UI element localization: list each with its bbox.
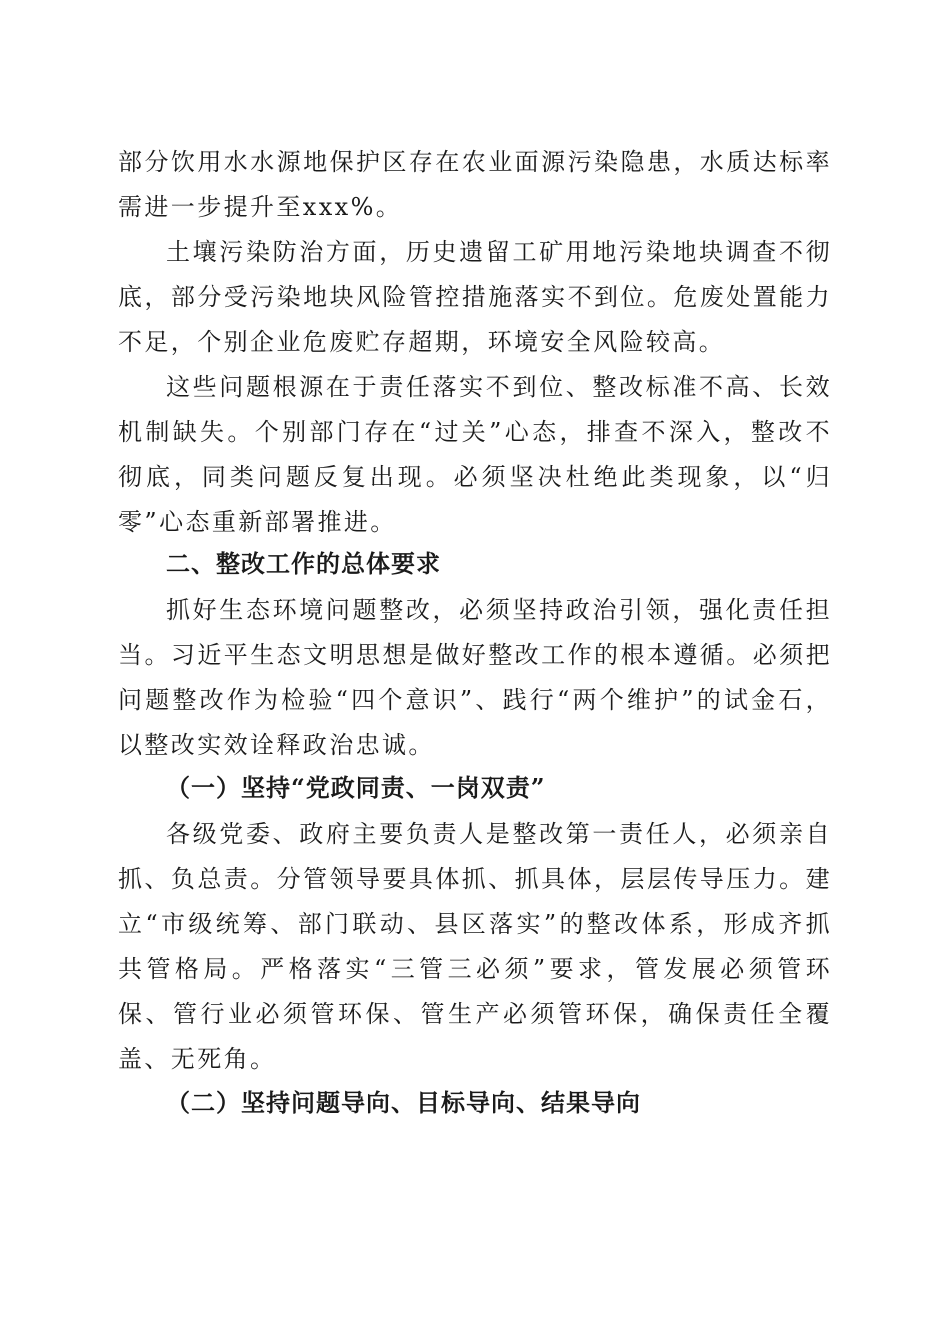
- paragraph-political-lead: 抓好生态环境问题整改，必须坚持政治引领，强化责任担当。习近平生态文明思想是做好整改工作的根本遵循。必须把问题整改作为检验“四个意识”、践行“两个维护”的试金石，以整改实效诠释政治忠诚。: [118, 596, 832, 759]
- subheading-1: （一）坚持“党政同责、一岗双责”: [166, 773, 546, 802]
- paragraph-soil-pollution: 土壤污染防治方面，历史遗留工矿用地污染地块调查不彻底，部分受污染地块风险管控措施落实不到位。危废处置能力不足，个别企业危废贮存超期，环境安全风险较高。: [118, 238, 832, 356]
- paragraph-root-causes: 这些问题根源在于责任落实不到位、整改标准不高、长效机制缺失。个别部门存在“过关”心态，排查不深入，整改不彻底，同类问题反复出现。必须坚决杜绝此类现象，以“归零”心态重新部署推进。: [118, 373, 832, 536]
- paragraph-continued: 部分饮用水水源地保护区存在农业面源污染隐患，水质达标率需进一步提升至xxx%。: [118, 148, 832, 221]
- section-heading-2: 二、整改工作的总体要求: [166, 550, 441, 578]
- subheading-2: （二）坚持问题导向、目标导向、结果导向: [166, 1088, 641, 1117]
- paragraph-responsibility: 各级党委、政府主要负责人是整改第一责任人，必须亲自抓、负总责。分管领导要具体抓、抓具体，层层传导压力。建立“市级统筹、部门联动、县区落实”的整改体系，形成齐抓共管格局。严格落实“三管三必须”要求，管发展必须管环保、管行业必须管环保、管生产必须管环保，确保责任全覆盖、无死角。: [118, 820, 832, 1073]
